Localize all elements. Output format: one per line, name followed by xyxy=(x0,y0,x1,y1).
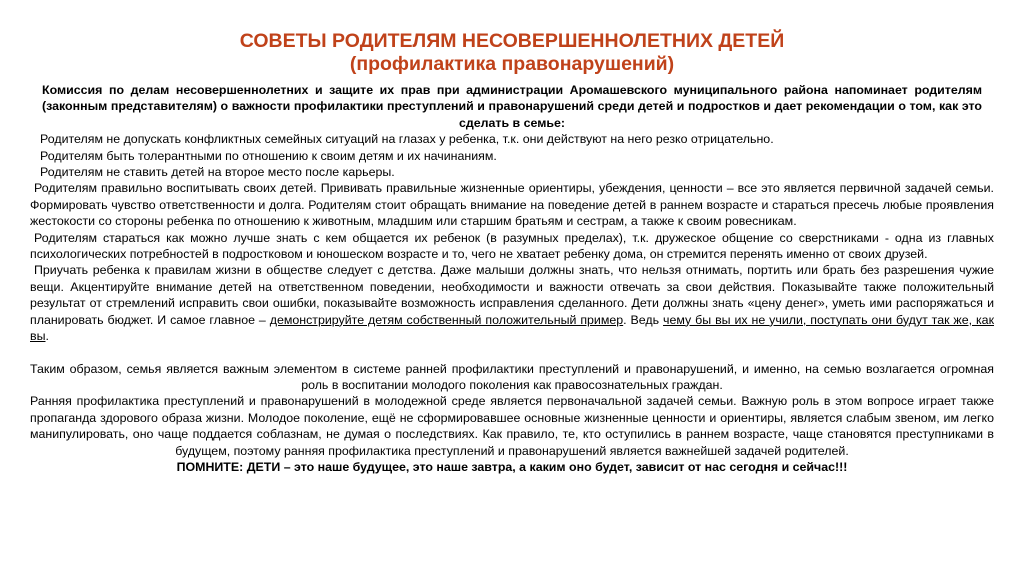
intro-paragraph: Комиссия по делам несовершеннолетних и защите их прав при администрации Аромашевского муниципального района напоминает родителям (законным представителям) о важности профилактики преступлений и правонарушений среди детей и подростков и дает рекомендации о том, как это сделать в семье: xyxy=(42,83,982,130)
page-title: СОВЕТЫ РОДИТЕЛЯМ НЕСОВЕРШЕННОЛЕТНИХ ДЕТЕЙ xyxy=(239,30,785,52)
advice-item: Родителям быть толерантными по отношению к своим детям и их начинаниям. xyxy=(40,148,497,163)
remember-statement: ПОМНИТЕ: ДЕТИ – это наше будущее, это наше завтра, а каким оно будет, зависит от нас сегодня и сейчас!!! xyxy=(176,459,848,474)
advice-body xyxy=(30,131,994,475)
spacer xyxy=(30,345,994,361)
page-subtitle: (профилактика правонарушений) xyxy=(349,53,675,75)
rules-underlined-behavior: чему бы вы их не учили, поступать они будут так же, как вы xyxy=(30,312,994,344)
rules-text: Приучать ребенка к правилам жизни в обществе следует с детства. Даже малыши должны знать, что нельзя отнимать, портить или брать без разрешения чужие вещи. Акцентируйте внимание детей на ответственном поведении, необходимости и важности отвечать за свои действия. Показывайте также положительный результат от стремлений исправить свои ошибки, показывайте возможность исправления сделанного. Дети должны знать «цену денег», уметь ими распоряжаться и планировать бюджет. И самое главное – xyxy=(30,263,994,327)
paragraph-friends: Родителям стараться как можно лучше знать с кем общается их ребенок (в разумных пределах), т.к. дружеское общение со сверстниками - одна из главных психологических потребностей в подростковом и юношеском возрасте и то, чего не хватает ребенку дома, он стремится перенять именно от своих друзей. xyxy=(30,230,994,262)
advice-item: Родителям не ставить детей на второе место после карьеры. xyxy=(40,165,395,180)
paragraph-rules xyxy=(30,262,994,344)
advice-item: Родителям не допускать конфликтных семейных ситуаций на глазах у ребенка, т.к. они действуют на него резко отрицательно. xyxy=(40,132,774,147)
rules-end: . xyxy=(45,329,49,344)
rules-underlined-example: демонстрируйте детям собственный положительный пример xyxy=(269,312,624,327)
title-block xyxy=(30,0,994,76)
conclusion-paragraph: Таким образом, семья является важным элементом в системе ранней профилактики преступлений и правонарушений, и именно, на семью возлагается огромная роль в воспитании молодого поколения как правосознательных граждан. xyxy=(30,361,994,392)
conclusion-paragraph: Ранняя профилактика преступлений и правонарушений в молодежной среде является первоначальной задачей семьи. Важную роль в этом вопросе играет также пропаганда здорового образа жизни. Молодое поколение, ещё не сформировавшее основные жизненные ценности и ориентиры, является слабым звеном, им легко манипулировать, оно чаще поддается соблазнам, не думая о последствиях. Как правило, те, кто оступились в раннем возрасте, чаще становятся преступниками в будущем, поэтому ранняя профилактика преступлений и правонарушений является важнейшей задачей родителей. xyxy=(30,394,994,458)
paragraph-upbringing: Родителям правильно воспитывать своих детей. Прививать правильные жизненные ориентиры, убеждения, ценности – все это является первичной задачей семьи. Формировать чувство ответственности и долга. Родителям стоит обращать внимание на поведение детей в раннем возрасте и стараться пресечь любые проявления жестокости со стороны ребенка по отношению к животным, младшим или старшим братьям и сестрам, а также к своим ровесникам. xyxy=(30,181,994,229)
rules-middle: . Ведь xyxy=(623,312,664,327)
